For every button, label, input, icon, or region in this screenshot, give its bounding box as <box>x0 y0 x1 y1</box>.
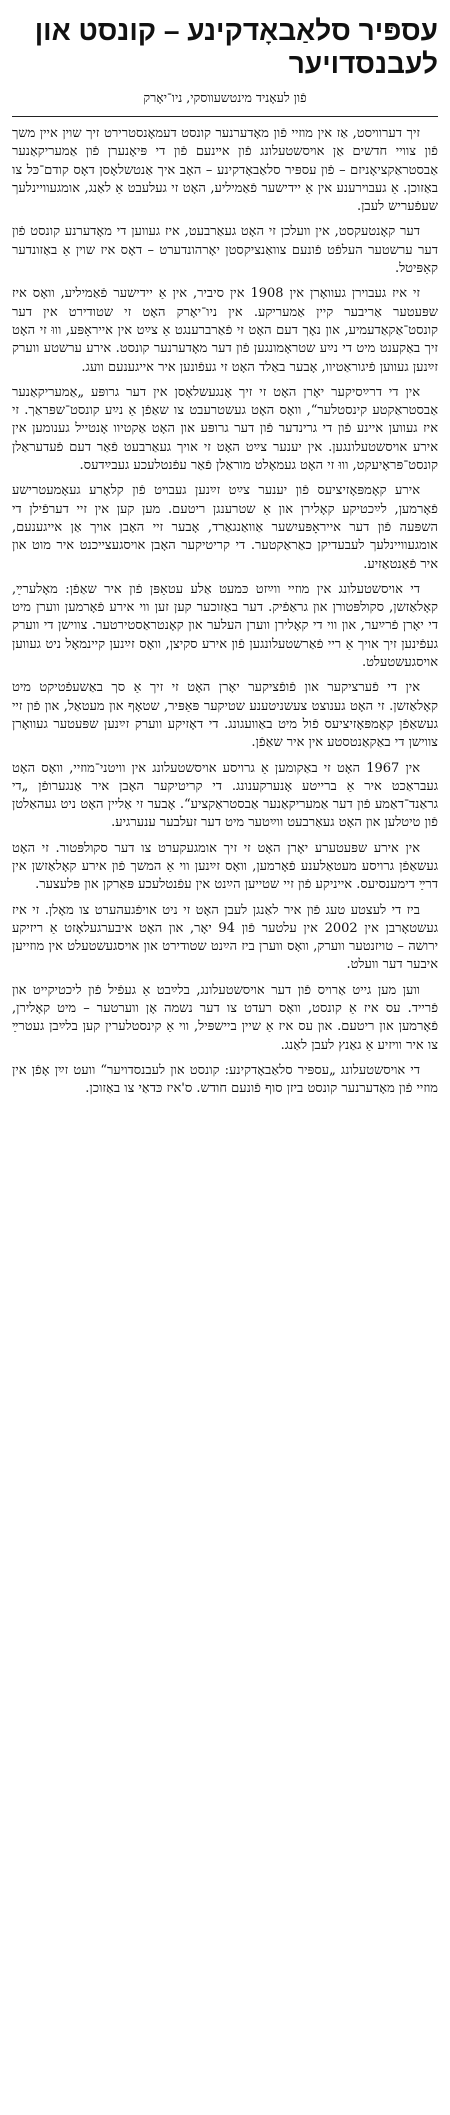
paragraph: דער קאָנטעקסט, אין וועלכן זי האָט געאַרבעט, איז געווען די מאָדערנע קונסט פֿון דער ערשטער העלפֿט פֿונעם צוואַנציקסטן יאָרהונדערט – דאָס איז שוין אַ באַזונדער קאַפּיטל. <box>12 224 438 277</box>
paragraph: אין די פֿערציקער און פֿופֿציקער יאָרן האָט זי זיך אַ סך באַשעפֿטיקט מיט קאָלאַזשן. זי האָט גענוצט צעשניטענע שטיקער פּאַפּיר, שטאָף און מעטאַל, און פֿון זיי געשאַפֿן קאָמפּאָזיציעס פֿול מיט באַוועגונג. די דאָזיקע ווערק זײַנען שפּעטער געוואָרן צווישן די באַקאַנטסטע אין איר שאַפֿן. <box>12 680 438 751</box>
paragraph: זיך דערוויסט, אַז אין מוזיי פֿון מאָדערנער קונסט דעמאָנסטרירט זיך שוין איין משך פֿון צוויי חדשים אַן אויסשטעלונג פֿון אײנעם פֿון די פּיאָנערן פֿון אַמעריקאַנער אַבסטראַקציאָניזם – פֿון עספּיר סלאַבאָדקינע – האָב איך אַנטשלאָסן דאָס קודם־כּל צו באַזוכן. אַ געבוירענע אין אַ יידישער פֿאַמיליע, האָט זי געלעבט אַ לאַנג, אומגעוויינלעך שעפֿעריש לעבן. <box>12 126 438 215</box>
paragraph: אין אירע שפּעטערע יאָרן האָט זי זיך אומגעקערט צו דער סקולפּטור. זי האָט געשאַפֿן גרויסע מעטאַלענע פֿאָרמען, וואָס זײַנען ווי אַ המשך פֿון אירע קאָלאַזשן אין דרײַ דימענסיעס. אייניקע פֿון זיי שטייען הײַנט אין עפֿנטלעכע פּאַרקן און פּלעצער. <box>12 840 438 893</box>
paragraph: אין די דרײַסיקער יאָרן האָט זי זיך אָנגעשלאָסן אין דער גרופּע „אַמעריקאַנער אַבסטראַקטע קינסטלער“, וואָס האָט געשטרעבט צו שאַפֿן אַ נײַע קונסט־שפּראַך. זי איז געווען איינע פֿון די גרינדער פֿון דער גרופּע און האָט אַקטיוו אָנטייל גענומען אין אירע אויסשטעלונגען. אין יענער צײַט האָט זי אויך געאַרבעט פֿאַר דעם פֿעדעראַלן קונסט־פּראָיעקט, וווּ זי האָט געמאָלט מוראַלן פֿאַר עפֿנטלעכע געבײַדעס. <box>12 384 438 474</box>
paragraph: אירע קאָמפּאָזיציעס פֿון יענער צײַט זײַנען געבויט פֿון קלאָרע געאָמעטרישע פֿאָרמען, לײַכטיקע קאָלירן און אַ שטרענגן ריטעם. מען קען אין זיי דערפֿילן די השפּעה פֿון דער אייראָפּעיִשער אַוואַנגאַרד, אָבער זיי האָבן אויך אַן אייגענעם, אומגעוויינלעך לעבעדיקן כאַראַקטער. די קריטיקער האָבן אויסגעצייכנט איר מוט און איר פֿאַנטאַזיע. <box>12 483 438 572</box>
article-body <box>12 125 438 1099</box>
article-byline: פֿון לעאָניד מינטשעווסקי, ניו־יאָרק <box>143 90 307 105</box>
paragraph: ביז די לעצטע טעג פֿון איר לאַנגן לעבן האָט זי ניט אויפֿגעהערט צו מאָלן. זי איז געשטאָרבן אין 2002 אין עלטער פֿון 94 יאָר, און האָט איבערגעלאָזט אַ ריזיקע ירושה – טויזנטער ווערק, וואָס ווערן ביז הײַנט שטודירט און אויסגעשטעלט אין מוזייען איבער דער וועלט. <box>12 902 438 973</box>
paragraph: די אויסשטעלונג אין מוזיי ווײַזט כּמעט אַלע עטאַפּן פֿון איר שאַפֿן: מאָלערײַ, קאָלאַזשן, סקולפּטורן און גראַפֿיק. דער באַזוכער קען זען ווי אירע פֿאָרמען ווערן מיט די יאָרן פֿרײַער, און ווי די קאָלירן ווערן העלער און קאָנטראַסטירטער. צווישן די ווערק געפֿינען זיך אויך אַ ריי פֿאַרשטעלונגען פֿון אירע סקיצן, וואָס זײַנען קיינמאָל ניט געווען אויסגעשטעלט. <box>12 581 438 671</box>
paragraph: זי איז געבוירן געוואָרן אין 1908 אין סיביר, אין אַ יידישער פֿאַמיליע, וואָס איז שפּעטער אַריבער קיין אַמעריקע. אין ניו־יאָרק האָט זי שטודירט אין דער קונסט־אַקאַדעמיע, און נאָך דעם האָט זי פֿאַרברענגט אַ צײַט אין אייראָפּע, וווּ זי האָט זיך באַקענט מיט די נײַע שטראָמונגען פֿון דער מאָדערנער קונסט. אירע ערשטע ווערק זײַנען געווען פֿיגוראַטיוו, אָבער באַלד האָט זי געפֿונען איר אייגענעם וועג. <box>12 286 438 375</box>
article-title: עספּיר סלאַבאָדקינע – קונסט און לעבנסדויער <box>34 15 438 79</box>
paragraph: די אויסשטעלונג „עספּיר סלאַבאָדקינע: קונסט און לעבנסדויער“ וועט זײַן אָפֿן אין מוזיי פֿון מאָדערנער קונסט ביזן סוף פֿונעם חודש. ס'איז כּדאַי צו באַזוכן. <box>12 1062 438 1097</box>
paragraph: ווען מען גייט אַרויס פֿון דער אויסשטעלונג, בלײַבט אַ געפֿיל פֿון ליכטיקייט און פֿרייד. עס איז אַ קונסט, וואָס רעדט צו דער נשמה אָן ווערטער – מיט קאָלירן, פֿאָרמען און ריטעם. און עס איז אַ שיין ביישפּיל, ווי אַ קינסטלערין קען בלײַבן געטרײַ צו איר וויזיע אַ גאַנץ לעבן לאַנג. <box>12 982 438 1053</box>
paragraph: אין 1967 האָט זי באַקומען אַ גרויסע אויסשטעלונג אין וויטני־מוזיי, וואָס האָט געבראַכט איר אַ ברייטע אָנערקענונג. די קריטיקער האָבן איר אַנגערופֿן „די גראַנד־דאַמע פֿון דער אַמעריקאַנער אַבסטראַקציע“. אָבער זי אַליין האָט ניט געהאַלטן פֿון טיטלען און האָט געאַרבעט ווײַטער מיט דער זעלבער ענערגיע. <box>12 760 438 831</box>
divider <box>12 116 438 117</box>
